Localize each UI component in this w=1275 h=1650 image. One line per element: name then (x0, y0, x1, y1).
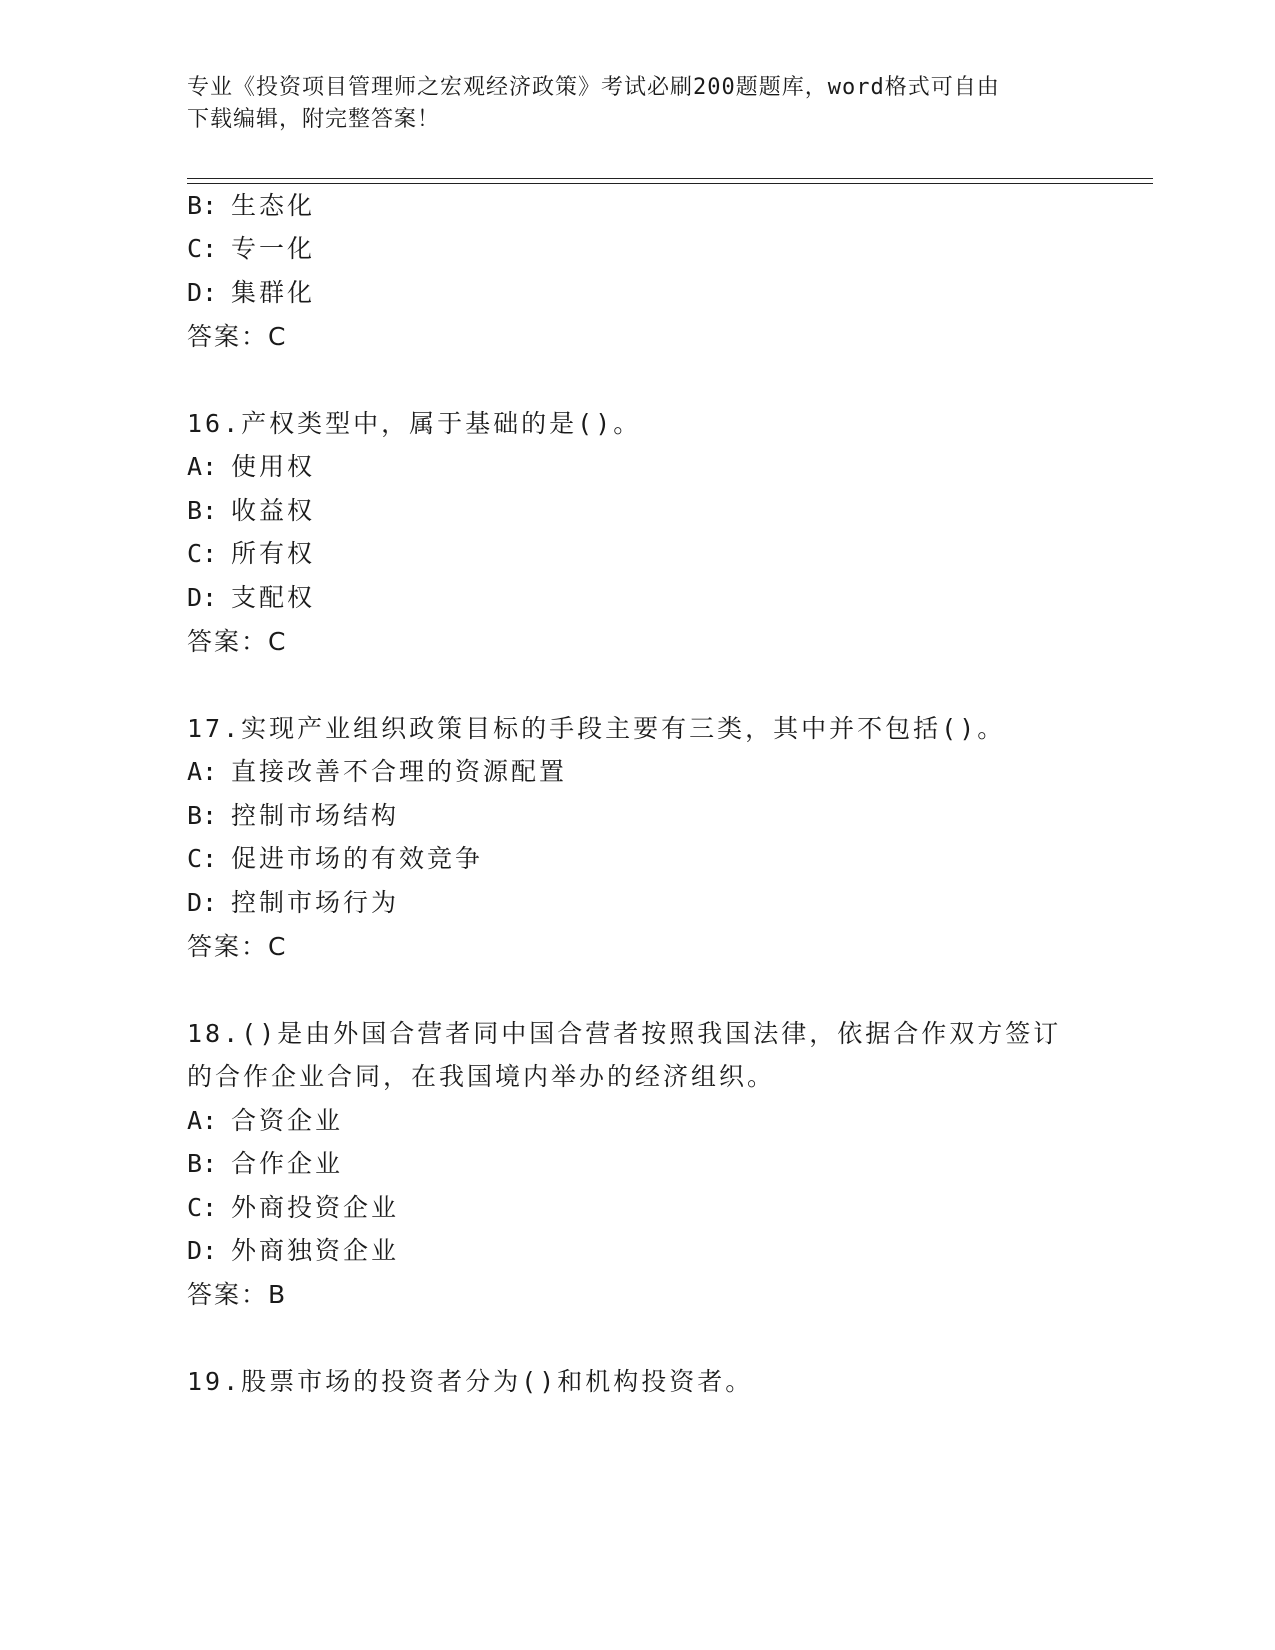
option-letter: D: (187, 583, 218, 612)
option-letter: B: (187, 496, 218, 525)
header-line-1: 专业《投资项目管理师之宏观经济政策》考试必刷200题题库，word格式可自由 (187, 75, 1000, 100)
option-letter: B: (187, 801, 218, 830)
answer-line: 答案：B (187, 1280, 288, 1309)
option-text: 直接改善不合理的资源配置 (231, 757, 568, 786)
option-text: 集群化 (231, 278, 316, 307)
option-b (187, 495, 315, 527)
option-text: 支配权 (231, 583, 316, 612)
option-text: 收益权 (231, 496, 316, 525)
option-text: 生态化 (231, 191, 316, 220)
option-a (187, 1105, 343, 1137)
option-letter: A: (187, 452, 218, 481)
option-b (187, 1148, 343, 1180)
option-a (187, 451, 315, 483)
option-letter: C: (187, 844, 218, 873)
option-letter: B: (187, 191, 218, 220)
option-text: 促进市场的有效竞争 (231, 844, 484, 873)
option-text: 外商独资企业 (231, 1236, 400, 1265)
option-text: 合资企业 (231, 1106, 344, 1135)
option-letter: D: (187, 1236, 218, 1265)
option-d (187, 887, 399, 919)
option-c (187, 538, 315, 570)
option-letter: C: (187, 539, 218, 568)
option-text: 合作企业 (231, 1149, 344, 1178)
question-stem: 19.股票市场的投资者分为()和机构投资者。 (187, 1367, 754, 1396)
option-text: 控制市场行为 (231, 888, 400, 917)
header-line-2: 下载编辑，附完整答案！ (187, 107, 441, 132)
header-divider-bottom (187, 183, 1153, 184)
question-stem: 16.产权类型中，属于基础的是()。 (187, 409, 642, 438)
option-d (187, 277, 315, 309)
option-letter: C: (187, 234, 218, 263)
option-b (187, 190, 315, 222)
answer-line: 答案：C (187, 322, 288, 351)
header-divider-top (187, 178, 1153, 179)
option-text: 所有权 (231, 539, 316, 568)
option-d (187, 1235, 399, 1267)
option-c (187, 233, 315, 265)
question-stem: 17.实现产业组织政策目标的手段主要有三类，其中并不包括()。 (187, 714, 1006, 743)
option-c (187, 1192, 399, 1224)
option-letter: D: (187, 278, 218, 307)
option-b (187, 800, 399, 832)
option-d (187, 582, 315, 614)
answer-line: 答案：C (187, 627, 288, 656)
option-letter: D: (187, 888, 218, 917)
option-letter: A: (187, 757, 218, 786)
question-stem-continued: 的合作企业合同，在我国境内举办的经济组织。 (187, 1062, 776, 1091)
answer-line: 答案：C (187, 932, 288, 961)
option-text: 控制市场结构 (231, 801, 400, 830)
option-text: 专一化 (231, 234, 316, 263)
question-stem: 18.()是由外国合营者同中国合营者按照我国法律，依据合作双方签订 (187, 1019, 1062, 1048)
option-text: 外商投资企业 (231, 1193, 400, 1222)
option-letter: B: (187, 1149, 218, 1178)
option-text: 使用权 (231, 452, 316, 481)
option-letter: C: (187, 1193, 218, 1222)
document-header (187, 72, 1087, 136)
option-a (187, 756, 567, 788)
option-c (187, 843, 483, 875)
option-letter: A: (187, 1106, 218, 1135)
